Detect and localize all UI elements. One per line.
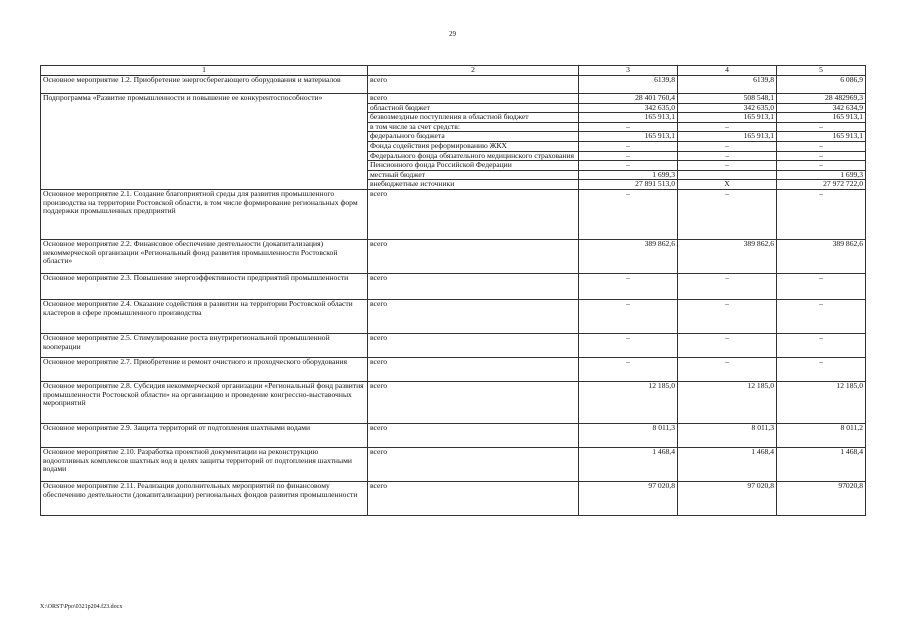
measure-name-cell: Основное мероприятие 2.10. Разработка проектной документации на реконструкцию водоотливных комплексов шахтных вод в целях защиты территорий от подтопления шахтными водами <box>41 447 368 481</box>
table-row <box>41 481 866 515</box>
amount-cell: 165 913,1 <box>579 132 678 142</box>
amount-cell: – <box>678 273 777 299</box>
funding-source-cell: всего <box>368 239 579 273</box>
amount-cell: 97 020,8 <box>579 481 678 515</box>
amount-cell: 97 020,8 <box>678 481 777 515</box>
amount-cell: 27 972 722,0 <box>777 180 866 190</box>
amount-cell: 165 913,1 <box>579 113 678 123</box>
amount-cell: 12 185,0 <box>777 381 866 423</box>
amount-cell: 12 185,0 <box>678 381 777 423</box>
amount-cell: 1 699,3 <box>777 170 866 180</box>
amount-cell: – <box>777 141 866 151</box>
funding-source-cell: всего <box>368 76 579 94</box>
funding-source-cell: федерального бюджета <box>368 132 579 142</box>
amount-cell: – <box>777 357 866 381</box>
measure-name-cell: Основное мероприятие 2.5. Стимулирование роста внутрирегиональной промышленной кооперации <box>41 333 368 357</box>
amount-cell: – <box>777 273 866 299</box>
amount-cell: 1 468,4 <box>579 447 678 481</box>
amount-cell: 12 185,0 <box>579 381 678 423</box>
amount-cell: – <box>678 151 777 161</box>
funding-source-cell: Фонда содействия реформированию ЖКХ <box>368 141 579 151</box>
amount-cell: – <box>777 161 866 171</box>
table-row <box>41 357 866 381</box>
funding-source-cell: всего <box>368 299 579 333</box>
amount-cell: – <box>678 333 777 357</box>
measure-name-cell: Основное мероприятие 1.2. Приобретение энергосберегающего оборудования и материалов <box>41 76 368 94</box>
amount-cell: 28 482969,3 <box>777 94 866 104</box>
amount-cell: – <box>777 333 866 357</box>
funding-source-cell: Федерального фонда обязательного медицинского страхования <box>368 151 579 161</box>
table-row <box>41 381 866 423</box>
funding-source-cell: в том числе за счет средств: <box>368 122 579 132</box>
measure-name-cell: Основное мероприятие 2.4. Оказание содействия в развитии на территории Ростовской области кластеров в сфере промышленного производства <box>41 299 368 333</box>
funding-source-cell: всего <box>368 273 579 299</box>
funding-source-cell: всего <box>368 357 579 381</box>
amount-cell: Х <box>678 180 777 190</box>
table-row <box>41 76 866 94</box>
amount-cell: 28 401 760,4 <box>579 94 678 104</box>
amount-cell: – <box>579 357 678 381</box>
table-row <box>41 94 866 104</box>
amount-cell: 508 548,1 <box>678 94 777 104</box>
amount-cell: – <box>777 151 866 161</box>
amount-cell: – <box>777 189 866 239</box>
amount-cell: 6 086,9 <box>777 76 866 94</box>
funding-source-cell: Пенсионного фонда Российской Федерации <box>368 161 579 171</box>
funding-source-cell: областной бюджет <box>368 103 579 113</box>
amount-cell: – <box>579 333 678 357</box>
amount-cell: 165 913,1 <box>777 113 866 123</box>
measure-name-cell: Основное мероприятие 2.7. Приобретение и ремонт очистного и проходческого оборудования <box>41 357 368 381</box>
amount-cell: – <box>579 189 678 239</box>
measure-name-cell: Основное мероприятие 2.1. Создание благоприятной среды для развития промышленного производства на территории Ростовской области, в том числе формирование региональных форм поддержки промышленных предприятий <box>41 189 368 239</box>
funding-source-cell: всего <box>368 333 579 357</box>
table-row <box>41 189 866 239</box>
amount-cell: 165 913,1 <box>777 132 866 142</box>
amount-cell: – <box>579 151 678 161</box>
amount-cell: – <box>678 141 777 151</box>
table-row <box>41 447 866 481</box>
header-cell: 3 <box>579 66 678 76</box>
amount-cell: 389 862,6 <box>579 239 678 273</box>
amount-cell: – <box>579 299 678 333</box>
amount-cell: 1 468,4 <box>777 447 866 481</box>
amount-cell: 1 699,3 <box>579 170 678 180</box>
header-cell: 2 <box>368 66 579 76</box>
amount-cell: – <box>678 122 777 132</box>
funding-source-cell: всего <box>368 381 579 423</box>
amount-cell: 27 891 513,0 <box>579 180 678 190</box>
amount-cell: 6139,8 <box>579 76 678 94</box>
funding-source-cell: всего <box>368 481 579 515</box>
amount-cell: 97020,8 <box>777 481 866 515</box>
amount-cell: 389 862,6 <box>777 239 866 273</box>
amount-cell: – <box>777 299 866 333</box>
amount-cell: 1 468,4 <box>678 447 777 481</box>
header-cell: 5 <box>777 66 866 76</box>
funding-source-cell: местный бюджет <box>368 170 579 180</box>
measure-name-cell: Основное мероприятие 2.8. Субсидия некоммерческой организации «Региональный фонд развития промышленности Ростовской области» на организацию и проведение конгрессно-выставочных мероприятий <box>41 381 368 423</box>
budget-table <box>40 65 866 516</box>
amount-cell: 8 011,3 <box>678 423 777 447</box>
funding-source-cell: всего <box>368 447 579 481</box>
file-path-footer: X:\ORST\Ppo\0321p204.f23.docx <box>40 604 123 610</box>
amount-cell: 6139,8 <box>678 76 777 94</box>
amount-cell: – <box>678 357 777 381</box>
table-row <box>41 239 866 273</box>
amount-cell: – <box>678 189 777 239</box>
funding-source-cell: безвозмездные поступления в областной бюджет <box>368 113 579 123</box>
amount-cell: 342 634,9 <box>777 103 866 113</box>
amount-cell: 8 011,2 <box>777 423 866 447</box>
table-row <box>41 273 866 299</box>
amount-cell: – <box>579 273 678 299</box>
header-cell: 4 <box>678 66 777 76</box>
amount-cell: 165 913,1 <box>678 113 777 123</box>
measure-name-cell: Основное мероприятие 2.3. Повышение энергоэффективности предприятий промышленности <box>41 273 368 299</box>
amount-cell: – <box>678 161 777 171</box>
measure-name-cell: Основное мероприятие 2.11. Реализация дополнительных мероприятий по финансовому обеспечению деятельности (докапитализации) региональных фондов развития промышленности <box>41 481 368 515</box>
amount-cell: – <box>579 122 678 132</box>
amount-cell: – <box>579 141 678 151</box>
amount-cell: 8 011,3 <box>579 423 678 447</box>
table-row <box>41 423 866 447</box>
amount-cell: – <box>579 161 678 171</box>
measure-name-cell: Основное мероприятие 2.2. Финансовое обеспечение деятельности (докапитализация) некоммерческой организации «Региональный фонд развития промышленности Ростовской области» <box>41 239 368 273</box>
measure-name-cell: Подпрограмма «Развитие промышленности и повышение ее конкурентоспособности» <box>41 94 368 190</box>
header-row <box>41 66 866 76</box>
header-cell: 1 <box>41 66 368 76</box>
amount-cell: 342 635,0 <box>579 103 678 113</box>
funding-source-cell: всего <box>368 423 579 447</box>
table-row <box>41 333 866 357</box>
measure-name-cell: Основное мероприятие 2.9. Защита территорий от подтопления шахтными водами <box>41 423 368 447</box>
amount-cell: – <box>777 122 866 132</box>
funding-source-cell: всего <box>368 94 579 104</box>
table-row <box>41 299 866 333</box>
funding-source-cell: всего <box>368 189 579 239</box>
amount-cell: – <box>678 299 777 333</box>
amount-cell: 342 635,0 <box>678 103 777 113</box>
page-number: 29 <box>449 30 456 38</box>
amount-cell <box>678 170 777 180</box>
funding-source-cell: внебюджетные источники <box>368 180 579 190</box>
amount-cell: 165 913,1 <box>678 132 777 142</box>
amount-cell: 389 862,6 <box>678 239 777 273</box>
